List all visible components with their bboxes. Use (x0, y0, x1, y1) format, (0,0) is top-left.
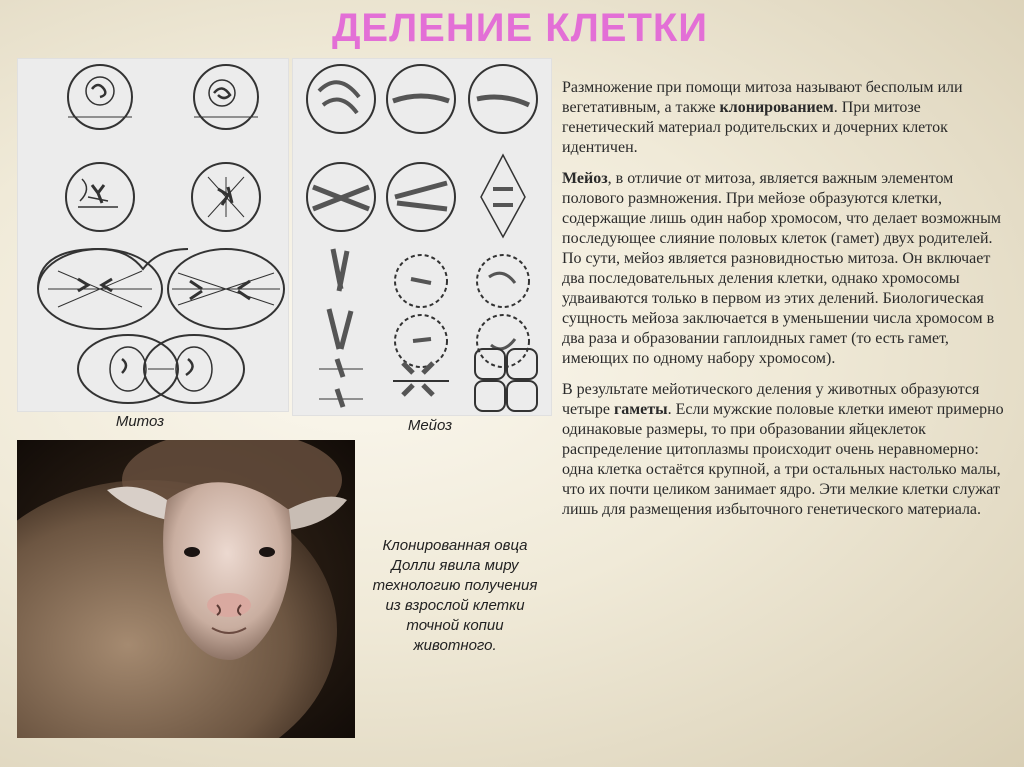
paragraph-text: Размножение при помощи митоза называют бесполым или вегетативным, а также (562, 79, 963, 116)
dolly-sheep-photo (17, 440, 355, 738)
paragraph-cloning (562, 78, 1014, 158)
mitosis-caption: Митоз (115, 413, 165, 430)
dolly-caption: Клонированная овца Долли явила миру технологию получения из взрослой клетки точной копии животного. (372, 537, 538, 654)
page-title: ДЕЛЕНИЕ КЛЕТКИ (331, 6, 709, 50)
paragraph-text: . Если мужские половые клетки имеют примерно одинаковые размеры, то при образовании яйцеклеток распределение цитоплазмы происходит очень неравномерно: одна клетка остаётся крупной, а три остальных настолько малы, что их почти целиком занимает ядро. Эти мелкие клетки служат лишь для размещения избыточного генетического материала. (562, 401, 1004, 518)
paragraph-text: В результате мейотического деления у животных образуются четыре (562, 381, 980, 418)
term-cloning: клонированием (719, 99, 834, 116)
paragraph-text: , в отличие от митоза, является важным элементом полового размножения. При мейозе образуются клетки, содержащие лишь один набор хромосом, что делает возможным последующее слияние половых клеток (гамет) двух родителей. По сути, мейоз является разновидностью митоза. Он включает два последовательных деления клетки, однако хромосомы удваиваются только в первом из этих делений. Биологическая сущность мейоза заключается в уменьшении числа хромосом в два раза и образовании гаплоидных гамет (то есть гамет, имеющих по одному набору хромосом). (562, 170, 1001, 367)
meiosis-illustration (293, 59, 551, 415)
paragraph-text: . При митозе генетический материал родительских и дочерних клеток идентичен. (562, 99, 948, 156)
meiosis-diagram (292, 58, 552, 416)
paragraph-gametes (562, 380, 1014, 520)
body-text (562, 78, 1014, 531)
meiosis-caption: Мейоз (407, 417, 453, 434)
term-gametes: гаметы (614, 401, 668, 418)
paragraph-meiosis (562, 169, 1014, 369)
mitosis-illustration (18, 59, 288, 411)
mitosis-diagram (17, 58, 289, 412)
term-meiosis: Мейоз (562, 170, 608, 187)
